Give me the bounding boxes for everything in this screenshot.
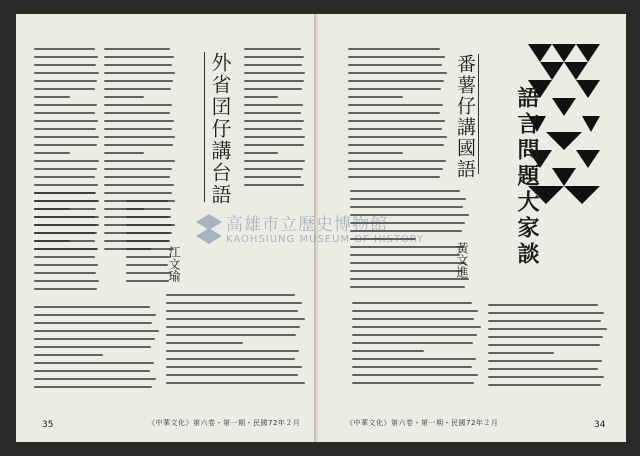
text-line xyxy=(348,136,447,138)
text-line xyxy=(352,326,481,328)
left-text-col-7 xyxy=(166,294,306,394)
text-line xyxy=(352,366,472,368)
right-footer: 《中華文化》第六卷・第一期・民國72年２月 xyxy=(346,419,499,427)
text-line xyxy=(348,48,440,50)
text-line xyxy=(166,318,305,320)
text-line xyxy=(126,272,171,274)
text-line xyxy=(104,56,174,58)
text-line xyxy=(488,344,600,346)
text-line xyxy=(126,248,151,250)
text-line xyxy=(488,328,607,330)
text-line xyxy=(488,320,601,322)
text-line xyxy=(348,56,445,58)
text-line xyxy=(348,160,446,162)
text-line xyxy=(352,310,478,312)
text-line xyxy=(166,294,295,296)
text-line xyxy=(34,306,150,308)
text-line xyxy=(126,280,169,282)
text-line xyxy=(104,152,144,154)
text-line xyxy=(34,184,98,186)
text-line xyxy=(34,216,99,218)
text-line xyxy=(166,302,302,304)
text-line xyxy=(352,342,473,344)
text-line xyxy=(104,88,171,90)
text-line xyxy=(348,96,403,98)
text-line xyxy=(34,256,95,258)
text-line xyxy=(244,72,305,74)
text-line xyxy=(352,302,472,304)
text-line xyxy=(34,322,152,324)
text-line xyxy=(34,112,95,114)
text-line xyxy=(488,384,601,386)
text-line xyxy=(126,200,168,202)
text-line xyxy=(166,326,300,328)
text-line xyxy=(244,56,304,58)
text-line xyxy=(488,336,603,338)
text-line xyxy=(348,152,403,154)
left-text-col-6 xyxy=(34,306,160,396)
text-line xyxy=(488,312,604,314)
text-line xyxy=(348,176,440,178)
text-line xyxy=(104,80,173,82)
text-line xyxy=(34,64,96,66)
text-line xyxy=(34,346,151,348)
text-line xyxy=(166,350,299,352)
text-line xyxy=(34,128,96,130)
text-line xyxy=(34,88,95,90)
text-line xyxy=(104,144,173,146)
text-line xyxy=(104,64,172,66)
text-line xyxy=(352,374,478,376)
left-article-author: 江文瑜 xyxy=(167,246,181,282)
text-line xyxy=(350,278,469,280)
text-line xyxy=(488,360,602,362)
text-line xyxy=(244,136,305,138)
text-line xyxy=(244,184,304,186)
text-line xyxy=(126,208,171,210)
text-line xyxy=(348,112,440,114)
text-line xyxy=(350,190,460,192)
text-line xyxy=(166,310,298,312)
text-line xyxy=(244,176,301,178)
text-line xyxy=(34,152,70,154)
right-page-number: 34 xyxy=(594,420,606,430)
text-line xyxy=(244,120,304,122)
text-line xyxy=(166,342,243,344)
text-line xyxy=(104,136,175,138)
text-line xyxy=(352,382,474,384)
text-line xyxy=(166,374,298,376)
text-line xyxy=(126,240,169,242)
text-line xyxy=(244,152,278,154)
text-line xyxy=(350,198,466,200)
text-line xyxy=(166,334,296,336)
right-text-col-4 xyxy=(488,304,608,394)
text-line xyxy=(34,80,97,82)
museum-logo-icon xyxy=(196,214,222,244)
text-line xyxy=(34,136,99,138)
text-line xyxy=(34,288,97,290)
text-line xyxy=(244,96,278,98)
watermark-name-en: KAOHSIUNG MUSEUM OF HISTORY xyxy=(226,234,425,245)
left-page-number: 35 xyxy=(42,420,54,430)
left-text-col-3 xyxy=(244,48,306,198)
text-line xyxy=(244,112,301,114)
text-line xyxy=(34,264,98,266)
text-line xyxy=(34,144,97,146)
text-line xyxy=(348,168,443,170)
series-title: 語言問題大家談 xyxy=(514,86,540,268)
text-line xyxy=(34,240,70,242)
text-line xyxy=(34,386,152,388)
text-line xyxy=(34,160,99,162)
right-text-col-3 xyxy=(352,302,482,392)
text-line xyxy=(34,330,159,332)
text-line xyxy=(104,128,172,130)
text-line xyxy=(488,376,604,378)
text-line xyxy=(348,104,443,106)
text-line xyxy=(244,64,302,66)
text-line xyxy=(166,366,302,368)
text-line xyxy=(348,120,445,122)
text-line xyxy=(352,334,477,336)
text-line xyxy=(104,96,144,98)
text-line xyxy=(104,104,172,106)
right-article-author: 黃文進 xyxy=(455,242,469,278)
text-line xyxy=(244,104,303,106)
text-line xyxy=(348,88,441,90)
watermark-name: 高雄市立歷史博物館 xyxy=(226,215,388,235)
text-line xyxy=(350,206,463,208)
text-line xyxy=(34,224,97,226)
text-line xyxy=(104,48,170,50)
text-line xyxy=(488,352,554,354)
text-line xyxy=(104,192,172,194)
text-line xyxy=(348,64,442,66)
text-line xyxy=(34,272,96,274)
text-line xyxy=(104,160,175,162)
text-line xyxy=(104,112,170,114)
text-line xyxy=(244,168,303,170)
text-line xyxy=(348,72,447,74)
text-line xyxy=(126,224,172,226)
text-line xyxy=(34,200,98,202)
text-line xyxy=(34,378,156,380)
text-line xyxy=(34,96,70,98)
text-line xyxy=(34,56,98,58)
text-line xyxy=(244,144,304,146)
left-text-col-4 xyxy=(34,192,100,302)
text-line xyxy=(104,120,174,122)
left-footer: 《中華文化》第六卷・第一期・民國72年２月 xyxy=(148,419,301,427)
text-line xyxy=(34,168,97,170)
text-line xyxy=(34,314,156,316)
text-line xyxy=(34,280,99,282)
left-title-rule xyxy=(204,52,205,202)
left-article-title: 外省囝仔講台語 xyxy=(208,52,232,206)
text-line xyxy=(34,362,154,364)
museum-watermark xyxy=(196,210,456,254)
text-line xyxy=(244,88,302,90)
text-line xyxy=(34,248,97,250)
text-line xyxy=(350,270,463,272)
text-line xyxy=(348,80,444,82)
text-line xyxy=(34,192,95,194)
text-line xyxy=(352,358,476,360)
text-line xyxy=(350,254,460,256)
text-line xyxy=(488,304,598,306)
text-line xyxy=(34,232,95,234)
text-line xyxy=(34,104,97,106)
text-line xyxy=(34,72,99,74)
text-line xyxy=(350,262,466,264)
text-line xyxy=(126,256,170,258)
text-line xyxy=(352,350,424,352)
text-line xyxy=(126,216,169,218)
text-line xyxy=(126,232,170,234)
text-line xyxy=(104,184,174,186)
text-line xyxy=(166,382,305,384)
text-line xyxy=(104,176,170,178)
text-line xyxy=(34,354,103,356)
text-line xyxy=(244,160,305,162)
text-line xyxy=(34,48,95,50)
text-line xyxy=(348,128,442,130)
text-line xyxy=(104,72,175,74)
text-line xyxy=(244,80,304,82)
text-line xyxy=(34,370,150,372)
text-line xyxy=(104,168,172,170)
right-text-col-1 xyxy=(348,48,448,188)
text-line xyxy=(488,368,598,370)
text-line xyxy=(126,264,168,266)
text-line xyxy=(244,128,302,130)
text-line xyxy=(34,176,95,178)
text-line xyxy=(350,286,465,288)
text-line xyxy=(352,318,474,320)
text-line xyxy=(166,358,295,360)
text-line xyxy=(244,48,301,50)
right-article-title: 番薯仔講國語 xyxy=(454,54,476,180)
text-line xyxy=(34,338,155,340)
text-line xyxy=(34,120,98,122)
text-line xyxy=(34,208,96,210)
text-line xyxy=(348,144,444,146)
